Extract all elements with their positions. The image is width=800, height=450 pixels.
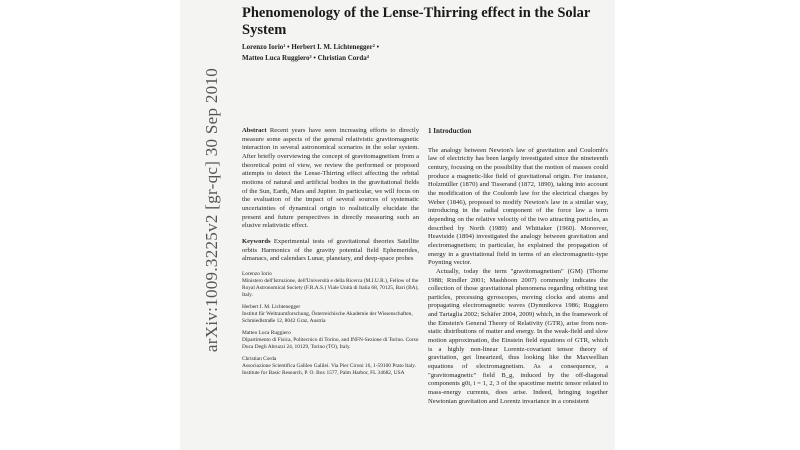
affiliation-text: Associazione Scientifica Galileo Galilei. Via Pier Cironi 16, 1-59100 Prato Italy. Institute for Basic Research, P. O. Box 1577, Palm Harbor, FL 34682, USA — [242, 362, 416, 376]
paper-page — [180, 0, 615, 450]
arxiv-stamp — [185, 60, 240, 360]
right-margin — [615, 0, 800, 450]
section-heading: 1 Introduction — [428, 127, 472, 135]
affiliation-text: Ministero dell'Istruzione, dell'Università e della Ricerca (M.I.U.R.), Fellow of the Royal Astronomical Society (F.R.A.S.) Viale Unità di Italia 68, 70125, Bari (BA), Italy. — [242, 277, 419, 298]
keywords — [242, 238, 419, 264]
abstract-label: Abstract — [242, 127, 267, 134]
intro-paragraph-1: The analogy between Newton's law of gravitation and Coulomb's law of electricity has been largely investigated since the nineteenth century, focusing on the possibility that the motion of masses could produce a magnetic-like field of gravitational origin. For instance, Holzmüller (1870) and Tisserand (1872, 1890), taking into account the modification of the Coulomb law for the electrical charges by Weber (1846), proposed to modify Newton's law in a similar way, introducing in the radial component of the force law a term depending on the relative velocity of the two attracting particles, as described by North (1989) and Whittaker (1960). Moreover, Heaviside (1894) investigated the analogy between gravitation and electromagnetism; in particular, he explained the propagation of energy in a gravitational field in terms of an electromagnetic-type Poynting vector. — [428, 146, 608, 267]
affiliations — [242, 271, 419, 377]
affiliation-name: Lorenzo Iorio — [242, 270, 272, 277]
arxiv-identifier: arXiv:1009.3225v2 [gr-qc] 30 Sep 2010 — [202, 67, 221, 353]
authors-line-1: Lorenzo Iorio¹ • Herbert I. M. Lichtenegger² • — [242, 43, 380, 51]
affiliation-name: Matteo Luca Ruggiero — [242, 329, 291, 336]
affiliation-name: Herbert I. M. Lichtenegger — [242, 303, 301, 310]
authors-line-2: Matteo Luca Ruggiero³ • Christian Corda⁴ — [242, 53, 369, 62]
author-list — [242, 42, 612, 63]
abstract — [242, 127, 419, 231]
affiliation-text: Institut für Weltraumforschung, Österreichische Akademie der Wissenschaften, Schmiedlstraße 12, 8042 Graz, Austria — [242, 310, 413, 324]
affiliation-text: Dipartimento di Fisica, Politecnico di Torino, and INFN-Sezione di Torino. Corso Duca Degli Abruzzi 24, 10129, Torino (TO), Italy. — [242, 336, 419, 350]
title-line-2: System — [242, 22, 287, 38]
keywords-text: Experimental tests of gravitational theories Satellite orbits Harmonics of the gravity potential field Ephemerides, almanacs, and calendars Lunar, planetary, and deep-space probes — [242, 237, 419, 263]
title-line-1: Phenomenology of the Lense-Thirring effect in the Solar — [242, 5, 591, 21]
intro-paragraph-2: Actually, today the term "gravitomagnetism" (GM) (Thorne 1988; Rindler 2001; Mashhoon 2007) commonly indicates the collection of those gravitational phenomena regarding orbiting test particles, precessing gyroscopes, moving clocks and atoms and propagating electromagnetic waves (Dymnikova 1986; Ruggiero and Tartaglia 2002; Schäfer 2004, 2009) which, in the framework of the Einstein's General Theory of Relativity (GTR), arise from non-static distributions of matter and energy. In the weak-field and slow motion approximation, the Einstein field equations of GTR, which is a highly non-linear Lorentz-covariant tensor theory of gravitation, get linearized, thus looking like the Maxwellian equations of electromagnetism. As a consequence, a "gravitomagnetic" field B_g, induced by the off-diagonal components g0i, i = 1, 2, 3 of the spacetime metric tensor related to mass-energy currents, does arise. Indeed, bringing together Newtonian gravitation and Lorentz invariance in a consistent — [428, 267, 608, 405]
left-margin — [0, 0, 180, 450]
abstract-text: Recent years have seen increasing efforts to directly measure some aspects of the general relativistic gravitomagnetic interaction in several astronomical scenarios in the solar system. After briefly overviewing the concept of gravitomagnetism from a theoretical point of view, we review the performed or proposed attempts to detect the Lense-Thirring effect affecting the orbital motions of natural and artificial bodies in the gravitational fields of the Sun, Earth, Mars and Jupiter. In particular, we will focus on the evaluation of the impact of several sources of systematic uncertainties of dynamical origin to realistically elucidate the present and future perspectives in directly measuring such an elusive relativistic effect. — [242, 127, 419, 230]
paper-title — [242, 5, 612, 39]
keywords-label: Keywords — [242, 237, 271, 245]
right-column — [428, 127, 608, 406]
left-column — [242, 127, 419, 377]
affiliation-name: Christian Corda — [242, 355, 277, 362]
